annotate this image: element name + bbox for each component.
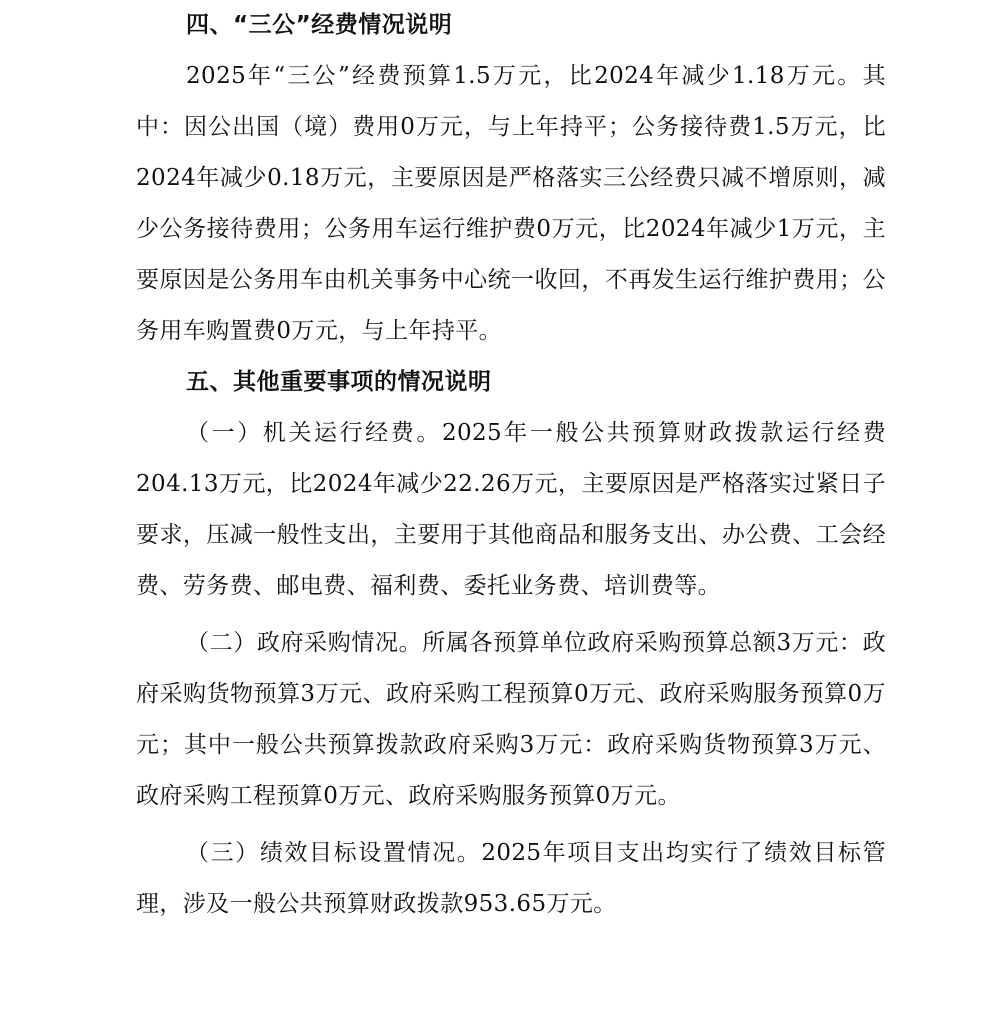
- document-page: [136, 0, 886, 930]
- section4-heading: 四、“三公”经费情况说明: [186, 12, 453, 38]
- performance-paragraph: [136, 828, 886, 930]
- operating-expenses-paragraph: [136, 408, 886, 612]
- procurement-title: （二）政府采购情况。: [186, 630, 423, 656]
- section5-heading: 五、其他重要事项的情况说明: [186, 369, 492, 395]
- procurement-paragraph: [136, 618, 886, 822]
- procurement-body: 所属各预算单位政府采购预算总额3万元：政府采购货物预算3万元、政府采购工程预算0万元、政府采购服务预算0万元；其中一般公共预算拨款政府采购3万元：政府采购货物预算3万元、政府采购工程预算0万元、政府采购服务预算0万元。: [136, 630, 887, 809]
- performance-body: 2025年项目支出均实行了绩效目标管理，涉及一般公共预算财政拨款953.65万元。: [136, 840, 886, 917]
- section4-paragraph: 2025年“三公”经费预算1.5万元，比2024年减少1.18万元。其中：因公出国（境）费用0万元，与上年持平；公务接待费1.5万元，比2024年减少0.18万元，主要原因是严格落实三公经费只减不增原则，减少公务接待费用；公务用车运行维护费0万元，比2024年减少1万元，主要原因是公务用车由机关事务中心统一收回，不再发生运行维护费用；公务用车购置费0万元，与上年持平。: [136, 63, 886, 344]
- operating-expenses-body: 2025年一般公共预算财政拨款运行经费204.13万元，比2024年减少22.26万元，主要原因是严格落实过紧日子要求，压减一般性支出，主要用于其他商品和服务支出、办公费、工会经费、劳务费、邮电费、福利费、委托业务费、培训费等。: [136, 420, 887, 599]
- operating-expenses-title: （一）机关运行经费。: [186, 420, 442, 446]
- performance-title: （三）绩效目标设置情况。: [186, 840, 482, 866]
